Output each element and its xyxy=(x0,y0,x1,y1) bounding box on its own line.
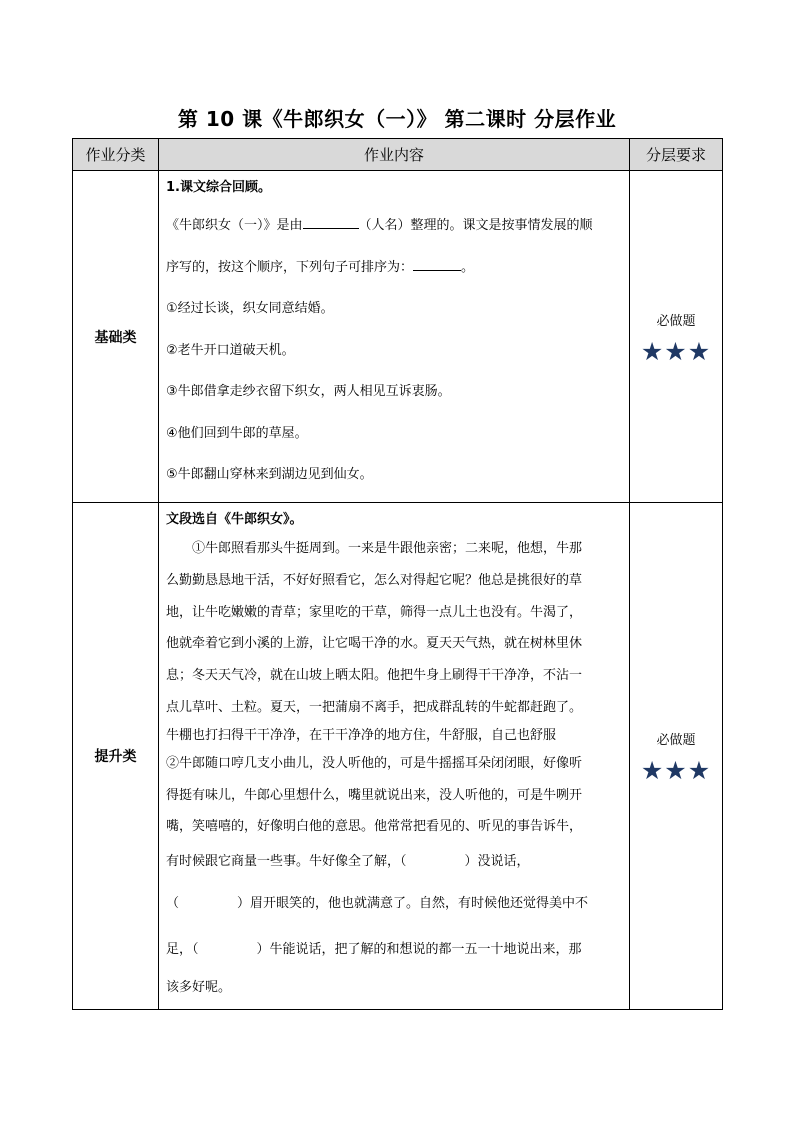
category-cell: 提升类 xyxy=(73,503,159,1010)
passage-line: 么勤勤恳恳地干活，不好好照看它，怎么对得起它呢？他总是挑很好的草 xyxy=(166,572,583,588)
passage-line: （ ）眉开眼笑的，他也就满意了。自然，有时候他还觉得美中不 xyxy=(166,896,589,912)
question-intro-line-2: 序写的，按这个顺序，下列句子可排序为： 。 xyxy=(166,259,475,275)
passage-line: ②牛郎随口哼几支小曲儿，没人听他的，可是牛摇摇耳朵闭闭眼，好像听 xyxy=(166,755,583,771)
table-row-advanced xyxy=(73,503,723,1010)
table-header-row xyxy=(73,139,723,171)
passage xyxy=(166,533,622,1003)
requirement-cell xyxy=(630,503,723,1010)
content-cell xyxy=(159,171,630,503)
passage-line: 息；冬天天气冷，就在山坡上晒太阳。他把牛身上刷得干干净净，不沾一 xyxy=(166,668,583,684)
content-cell xyxy=(159,503,630,1010)
passage-line: 该多好呢。 xyxy=(166,980,232,996)
answer-blank[interactable] xyxy=(303,216,359,229)
question-intro-line-1: 《牛郎织女（一）》是由 （人名）整理的。课文是按事情发展的顺 xyxy=(166,218,593,233)
header-requirement: 分层要求 xyxy=(630,139,723,171)
header-content: 作业内容 xyxy=(159,139,630,171)
list-item: ③牛郎借拿走纱衣留下织女，两人相见互诉衷肠。 xyxy=(166,384,451,399)
passage-heading: 文段选自《牛郎织女》。 xyxy=(166,512,303,527)
passage-line: 点儿草叶、土粒。夏天，一把蒲扇不离手，把成群乱转的牛蛇都赶跑了。 xyxy=(166,699,583,715)
requirement-cell xyxy=(630,171,723,503)
passage-line: 嘴，笑嘻嘻的，好像明白他的意思。他常常把看见的、听见的事告诉牛， xyxy=(166,819,583,835)
category-cell: 基础类 xyxy=(73,171,159,503)
answer-blank[interactable] xyxy=(413,258,461,271)
passage-line: ①牛郎照看那头牛挺周到。一来是牛跟他亲密；二来呢，他想，牛那 xyxy=(166,541,583,556)
page-title: 第 10 课《牛郎织女（一）》 第二课时 分层作业 xyxy=(177,107,617,131)
table-row-basic xyxy=(73,171,723,503)
requirement-label: 必做题 xyxy=(656,733,696,749)
list-item: ④他们回到牛郎的草屋。 xyxy=(166,425,308,441)
star-rating-icon: ★★★ xyxy=(640,756,712,786)
list-item: ⑤牛郎翻山穿林来到湖边见到仙女。 xyxy=(166,467,373,482)
passage-line: 得挺有味儿，牛郎心里想什么，嘴里就说出来，没人听他的，可是牛咧开 xyxy=(166,787,583,803)
passage-line: 牛棚也打扫得干干净净，在干干净净的地方住，牛舒服，自己也舒服 xyxy=(166,727,557,743)
question-heading: 1.课文综合回顾。 xyxy=(166,180,271,195)
header-category: 作业分类 xyxy=(73,139,159,171)
passage-line: 足，（ ）牛能说话，把了解的和想说的都一五一十地说出来，那 xyxy=(166,942,582,958)
passage-line: 有时候跟它商量一些事。牛好像全了解，（ ）没说话， xyxy=(166,854,530,870)
list-item: ②老牛开口道破天机。 xyxy=(166,342,295,358)
passage-line: 他就牵着它到小溪的上游，让它喝干净的水。夏天天气热，就在树林里休 xyxy=(166,636,583,652)
passage-line: 地，让牛吃嫩嫩的青草；家里吃的干草，筛得一点儿土也没有。牛渴了， xyxy=(166,604,583,620)
star-rating-icon: ★★★ xyxy=(640,336,712,366)
requirement-label: 必做题 xyxy=(656,313,696,329)
list-item: ①经过长谈，织女同意结婚。 xyxy=(166,301,334,316)
homework-table xyxy=(72,138,723,1010)
